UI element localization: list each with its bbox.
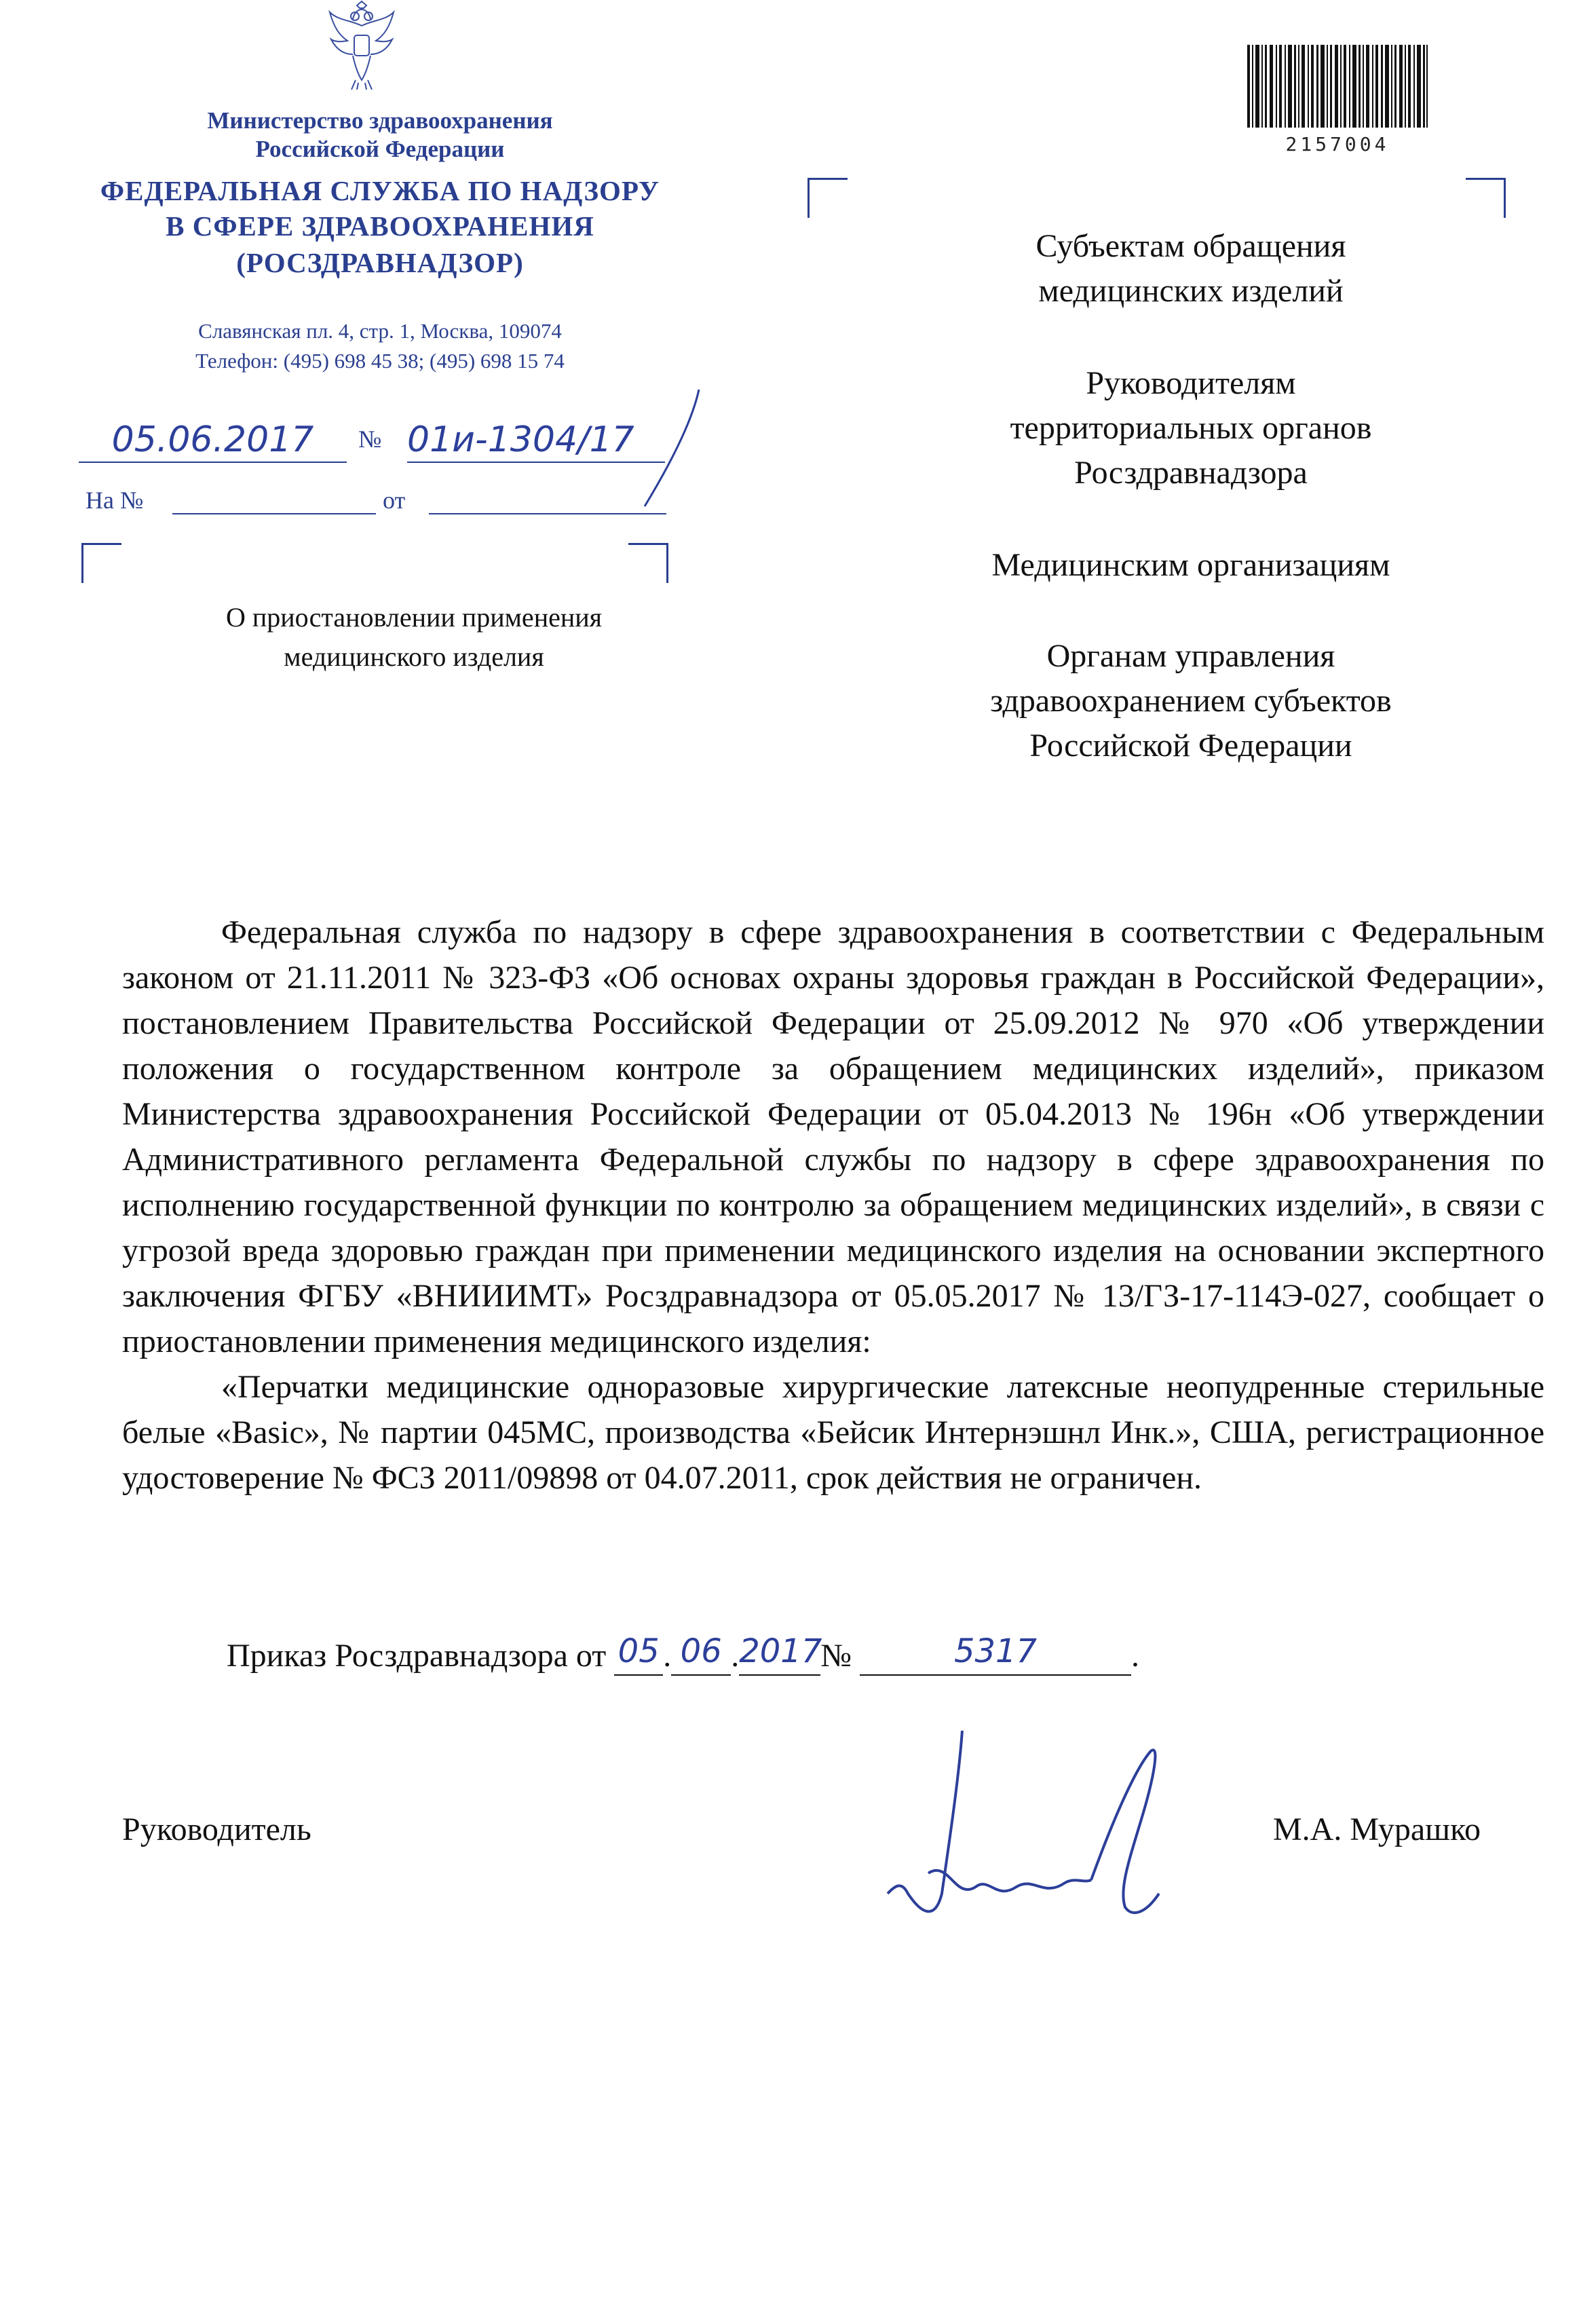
- order-year-field: [739, 1632, 822, 1676]
- addressee-line: Росздравнадзора: [1074, 455, 1308, 491]
- registration-date-underline: [79, 462, 347, 463]
- subject-corner-left: [81, 543, 121, 583]
- ministry-name-line2: Российской Федерации: [255, 136, 505, 162]
- reply-from-label: от: [383, 487, 406, 514]
- reply-to-label: На №: [86, 487, 144, 514]
- addressee-line: Руководителям: [1086, 365, 1296, 401]
- subject-corner-right: [628, 543, 668, 583]
- addressee-line: Медицинским организациям: [991, 547, 1390, 583]
- reply-to-underline: [172, 513, 376, 514]
- registration-number-underline: [407, 462, 665, 463]
- addressee-line: здравоохранением субъектов: [990, 683, 1392, 719]
- ministry-name-line1: Министерство здравоохранения: [207, 107, 553, 134]
- order-number: 5317: [953, 1632, 1038, 1670]
- handwritten-slash-mark: [631, 387, 712, 509]
- barcode-number: 2157004: [1285, 133, 1390, 155]
- subject-line2: медицинского изделия: [284, 641, 544, 672]
- service-name-line3: (РОСЗДРАВНАДЗОР): [236, 247, 524, 278]
- addressee-block-3: [848, 543, 1534, 588]
- order-year: 2017: [739, 1632, 822, 1670]
- addressee-line: медицинских изделий: [1038, 273, 1344, 309]
- service-name-line2: В СФЕРЕ ЗДРАВООХРАНЕНИЯ: [166, 210, 594, 242]
- addressee-line: Российской Федерации: [1029, 728, 1352, 764]
- emblem-icon: [324, 0, 399, 92]
- order-day-field: [614, 1632, 663, 1676]
- barcode-icon: [1246, 45, 1429, 128]
- addressee-corner-right: [1466, 178, 1506, 218]
- sender-phone: Телефон: (495) 698 45 38; (495) 698 15 74: [195, 349, 565, 373]
- handwritten-signature: [881, 1724, 1193, 1927]
- order-prefix: Приказ Росздравнадзора от: [227, 1638, 607, 1674]
- order-number-label: №: [820, 1638, 852, 1674]
- addressee-block-1: [848, 224, 1534, 314]
- signer-name: М.А. Мурашко: [1273, 1811, 1481, 1847]
- registration-number: 01и-1304/17: [407, 419, 634, 460]
- addressee-block-2: [848, 361, 1534, 495]
- addressee-line: территориальных органов: [1010, 410, 1372, 446]
- signer-title: Руководитель: [122, 1811, 311, 1847]
- order-line: [227, 1632, 1140, 1676]
- addressee-corner-left: [808, 178, 848, 218]
- order-number-field: [860, 1632, 1131, 1676]
- order-date-separator: .: [663, 1638, 672, 1674]
- service-name-line1: ФЕДЕРАЛЬНАЯ СЛУЖБА ПО НАДЗОРУ: [100, 175, 660, 206]
- order-month: 06: [680, 1632, 722, 1670]
- order-date-separator: .: [731, 1638, 740, 1674]
- order-day: 05: [618, 1632, 660, 1670]
- order-end-mark: .: [1131, 1638, 1140, 1674]
- body-paragraph-2: «Перчатки медицинские одноразовые хирургические латексные неопудренные стерильные белые «Basic», № партии 045МС, производства «Бейсик Интернэшнл Инк.», США, регистрационное удостоверение № ФСЗ 2011/09898 от 04.07.2011, срок действия не ограничен.: [122, 1369, 1544, 1496]
- sender-address: Славянская пл. 4, стр. 1, Москва, 109074: [198, 319, 562, 343]
- letter-body: [122, 909, 1544, 1501]
- order-month-field: [671, 1632, 731, 1676]
- registration-number-label: №: [358, 426, 382, 453]
- registration-date: 05.06.2017: [111, 419, 314, 460]
- addressee-line: Органам управления: [1046, 638, 1335, 674]
- addressee-line: Субъектам обращения: [1036, 228, 1346, 264]
- body-paragraph-1: Федеральная служба по надзору в сфере здравоохранения в соответствии с Федеральным законом от 21.11.2011 № 323-ФЗ «Об основах охраны здоровья граждан в Российской Федерации», постановлением Правительства Российской Федерации от 25.09.2012 № 970 «Об утверждении положения о государственном контроле за обращением медицинских изделий», приказом Министерства здравоохранения Российской Федерации от 05.04.2013 № 196н «Об утверждении Административного регламента Федеральной службы по надзору в сфере здравоохранения по исполнению государственной функции по контролю за обращением медицинских изделий», в связи с угрозой вреда здоровью граждан при применении медицинского изделия на основании экспертного заключения ФГБУ «ВНИИИМТ» Росздравнадзора от 05.05.2017 № 13/ГЗ-17-114Э-027, сообщает о приостановлении применения медицинского изделия:: [122, 914, 1544, 1359]
- reply-from-underline: [429, 513, 666, 514]
- addressee-block-4: [848, 634, 1534, 768]
- subject-line1: О приостановлении применения: [225, 602, 603, 633]
